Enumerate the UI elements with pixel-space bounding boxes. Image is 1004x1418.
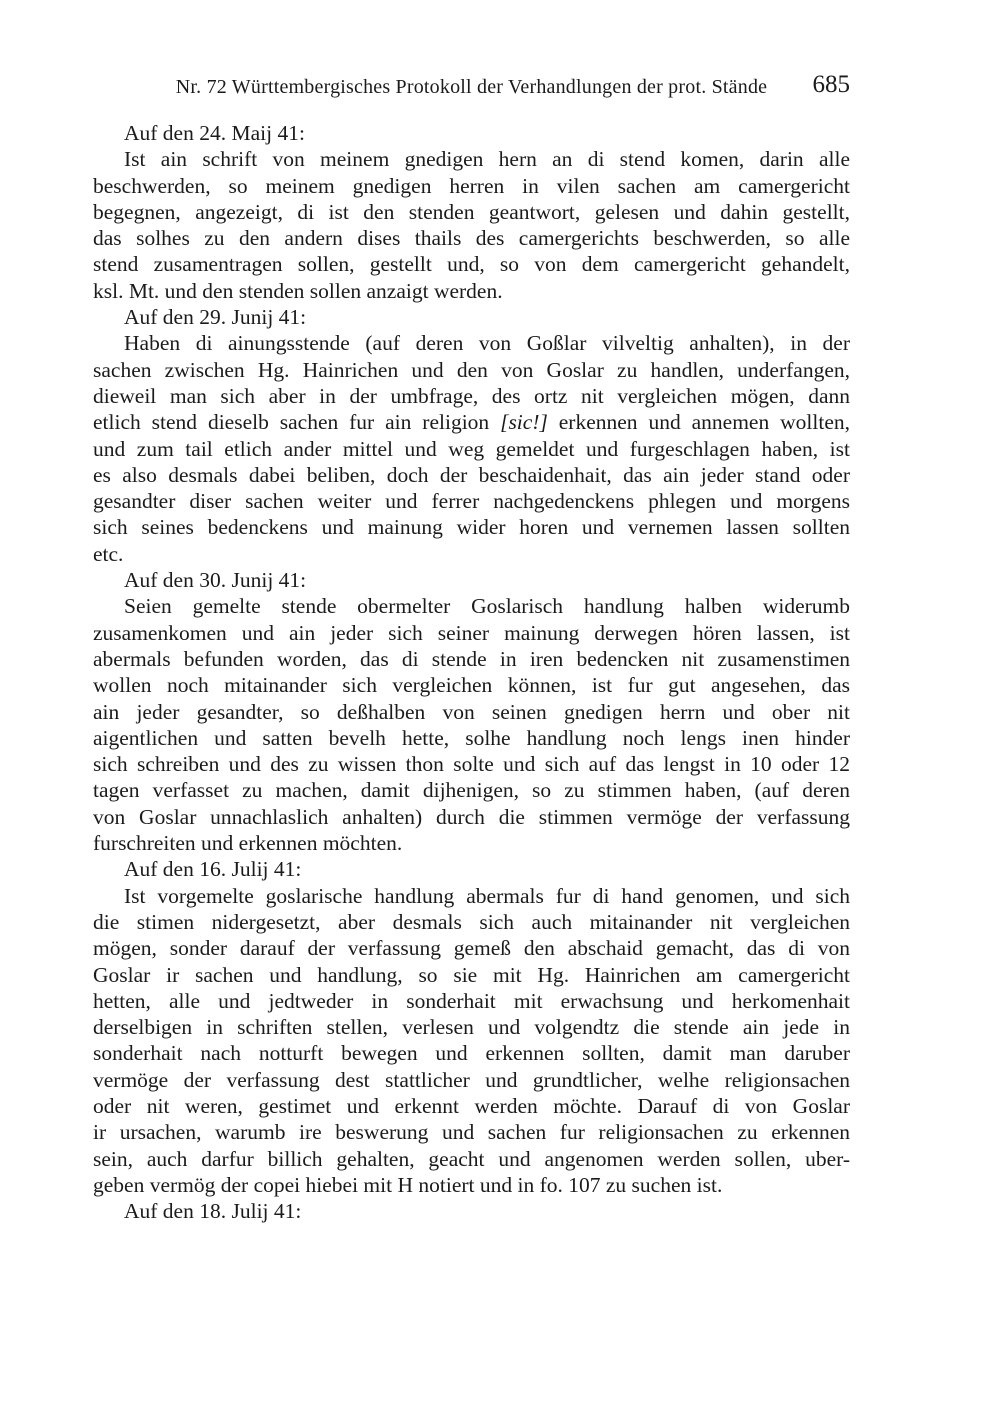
- page-number: 685: [812, 71, 850, 98]
- text-line: etc.: [93, 541, 124, 566]
- text-line: Seien gemelte stende obermelter Goslarisch handlung halben widerumb: [124, 594, 850, 619]
- text-line: beschwerden, so meinem gnedigen herren in vilen sachen am camergericht: [93, 173, 850, 198]
- date-heading-line: Auf den 24. Maij 41:: [124, 121, 305, 145]
- sic-annotation: [sic!]: [500, 410, 548, 435]
- running-head: [93, 71, 850, 102]
- text-line: von Goslar unnachlaslich anhalten) durch die stimmen vermöge der verfassung: [93, 804, 850, 829]
- text-line: aigentlichen und satten bevelh hette, solhe handlung noch lengs inen hinder: [93, 725, 850, 750]
- text-segment: etlich stend dieselb sachen fur ain religion: [93, 410, 501, 435]
- text-line: tagen verfasset zu machen, damit dijhenigen, so zu stimmen haben, (auf deren: [93, 778, 850, 803]
- text-line: hetten, alle und jedtweder in sonderhait mit erwachsung und herkomenhait: [93, 988, 850, 1013]
- text-line: derselbigen in schriften stellen, verlesen und volgendtz die stende ain jede in: [93, 1015, 850, 1040]
- text-line: Ist ain schrift von meinem gnedigen hern an di stend komen, darin alle: [124, 147, 850, 172]
- text-line: furschreiten und erkennen möchten.: [93, 831, 403, 856]
- text-line: mögen, sonder darauf der verfassung gemeß den abschaid gemacht, das di von: [93, 936, 850, 961]
- text-line: das solhes zu den andern dises thails des camergerichts beschwerden, so alle: [93, 226, 850, 251]
- date-heading-line: Auf den 16. Julij 41:: [124, 857, 302, 882]
- text-line: wollen noch mitainander sich vergleichen können, ist fur gut angesehen, das: [93, 673, 850, 698]
- text-line: Goslar ir sachen und handlung, so sie mit Hg. Hainrichen am camergericht: [93, 962, 850, 987]
- text-line: Haben di ainungsstende (auf deren von Goßlar vilveltig anhalten), in der: [124, 331, 850, 356]
- paragraph: [93, 883, 850, 1199]
- paragraph: [93, 146, 850, 304]
- text-line: ksl. Mt. und den stenden sollen anzaigt werden.: [93, 278, 503, 303]
- text-line: abermals befunden worden, das di stende in iren bedencken nit zusamenstimen: [93, 646, 850, 671]
- text-line: Ist vorgemelte goslarische handlung abermals fur di hand genomen, und sich: [124, 883, 850, 908]
- text-line: dieweil man sich aber in der umbfrage, des ortz nit vergleichen mögen, dann: [93, 383, 850, 408]
- running-head-title: Nr. 72 Württembergisches Protokoll der Verhandlungen der prot. Stände: [175, 76, 768, 98]
- text-line: begegnen, angezeigt, di ist den stenden geantwort, gelesen und dahin gestellt,: [93, 199, 850, 224]
- text-line: ain jeder gesandter, so deßhalben von seinen gnedigen herrn und ober nit: [93, 699, 850, 724]
- text-line: geben vermög der copei hiebei mit H notiert und in fo. 107 zu suchen ist.: [93, 1172, 723, 1197]
- paragraph: [93, 593, 850, 856]
- text-line: es also desmals dabei beliben, doch der beschaidenhait, das ain jeder stand oder: [93, 462, 850, 487]
- text-segment: erkennen und annemen wollten,: [547, 410, 850, 435]
- text-line: zusamenkomen und ain jeder sich seiner mainung derwegen hören lassen, ist: [93, 620, 850, 645]
- date-heading-line: Auf den 30. Junij 41:: [124, 568, 307, 593]
- text-line: die stimen nidergesetzt, aber desmals sich auch mitainander nit vergleichen: [93, 909, 850, 934]
- text-line: ir ursachen, warumb ire beswerung und sachen fur religionsachen zu erkennen: [93, 1120, 850, 1145]
- text-line: stend zusamentragen sollen, gestellt und, so von dem camergericht gehandelt,: [93, 252, 850, 277]
- text-line: oder nit weren, gestimet und erkennt werden möchte. Darauf di von Goslar: [93, 1093, 850, 1118]
- text-line: vermöge der verfassung dest stattlicher und grundtlicher, welhe religionsachen: [93, 1067, 850, 1092]
- text-line: sich seines bedenckens und mainung wider horen und vernemen lassen sollten: [93, 515, 850, 540]
- text-line: sachen zwischen Hg. Hainrichen und den von Goslar zu handlen, underfangen,: [93, 357, 850, 382]
- date-heading-line: Auf den 29. Junij 41:: [124, 305, 307, 330]
- text-line: sein, auch darfur billich gehalten, geacht und angenomen werden sollen, uber-: [93, 1146, 850, 1171]
- text-line: sich schreiben und des zu wissen thon solte und sich auf das lengst in 10 oder 12: [93, 752, 850, 777]
- text-line: gesandter diser sachen weiter und ferrer nachgedenckens phlegen und morgens: [93, 489, 850, 514]
- date-heading-line: Auf den 18. Julij 41:: [124, 1199, 302, 1224]
- paragraph: [93, 330, 850, 567]
- text-line-with-sic: [93, 409, 850, 435]
- text-line: und zum tail etlich ander mittel und weg gemeldet und furgeschlagen haben, ist: [93, 436, 850, 461]
- text-line: sonderhait nach notturft bewegen und erkennen sollten, damit man daruber: [93, 1041, 850, 1066]
- page-text: [93, 120, 850, 1224]
